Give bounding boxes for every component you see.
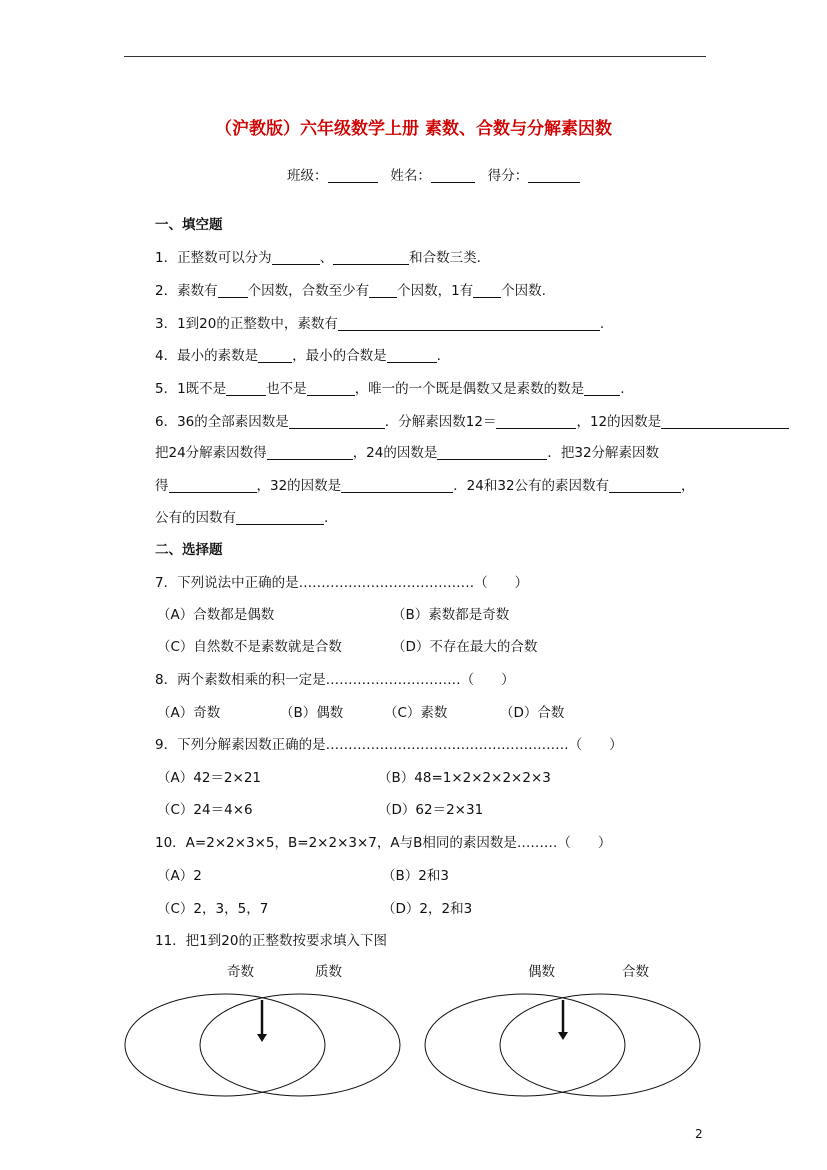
class-label: 班级：	[287, 168, 328, 184]
question-10-stem: 10．A=2×2×3×5，B=2×2×3×7，A与B相同的素因数是………（ ）	[155, 835, 612, 851]
q6-text-j: ，	[681, 478, 695, 494]
q1-text-a: 1．正整数可以分为	[155, 250, 272, 266]
q7-option-d[interactable]: （D）不存在最大的合数	[392, 639, 538, 655]
venn1-left-label: 奇数	[227, 964, 254, 980]
q8-option-c[interactable]: （C）素数	[384, 705, 448, 721]
q9-option-a[interactable]: （A）42＝2×21	[157, 770, 261, 786]
venn1-right-label: 质数	[315, 964, 342, 980]
page-number: 2	[695, 1127, 703, 1141]
q6-text-d: 把24分解素因数得	[155, 445, 267, 461]
q6-text-k: 公有的因数有	[155, 510, 236, 526]
score-label: 得分：	[487, 168, 529, 184]
q9-option-d[interactable]: （D）62＝2×31	[378, 802, 484, 818]
name-label: 姓名：	[390, 168, 431, 184]
venn2-right-ellipse	[500, 994, 700, 1096]
q10-option-d[interactable]: （D）2，2和3	[382, 901, 473, 917]
q5-text-d: .	[620, 381, 625, 397]
q6-text-c: ，12的因数是	[576, 414, 662, 430]
q10-option-c[interactable]: （C）2，3，5，7	[157, 901, 269, 917]
q5-text-a: 5．1既不是	[155, 381, 227, 397]
q8-option-d[interactable]: （D）合数	[500, 705, 565, 721]
venn-diagram-2	[425, 994, 700, 1096]
venn1-arrowhead	[257, 1034, 267, 1042]
q6-text-g: 得	[155, 478, 169, 494]
q9-option-b[interactable]: （B）48=1×2×2×2×2×3	[378, 770, 551, 786]
section-fill-in: 一、填空题	[155, 217, 223, 233]
document-title: （沪教版）六年级数学上册 素数、合数与分解素因数	[215, 119, 612, 139]
q6-text-h: ，32的因数是	[256, 478, 342, 494]
q4-text-b: ，最小的合数是	[292, 348, 387, 364]
q10-option-b[interactable]: （B）2和3	[382, 868, 449, 884]
q7-option-b[interactable]: （B）素数都是奇数	[392, 607, 510, 623]
q9-option-c[interactable]: （C）24＝4×6	[157, 802, 253, 818]
q6-text-e: ，24的因数是	[352, 445, 438, 461]
q2-text-d: 个因数.	[501, 283, 546, 299]
venn1-right-ellipse	[200, 994, 400, 1096]
venn2-right-label: 合数	[622, 964, 649, 980]
question-11-stem: 11．把1到20的正整数按要求填入下图	[155, 933, 387, 949]
q5-text-b: 也不是	[266, 381, 307, 397]
q1-text-c: 和合数三类.	[409, 250, 481, 266]
question-7-stem: 7．下列说法中正确的是…………………………………（ ）	[155, 575, 529, 591]
q4-text-c: .	[436, 348, 441, 364]
q6-text-b: ．分解素因数12＝	[384, 414, 497, 430]
q3-text-b: .	[599, 316, 605, 332]
venn-diagram-1	[125, 994, 400, 1096]
q4-text-a: 4．最小的素数是	[155, 348, 259, 364]
venn2-left-ellipse	[425, 994, 625, 1096]
q8-option-a[interactable]: （A）奇数	[157, 705, 221, 721]
q10-option-a[interactable]: （A）2	[157, 868, 202, 884]
venn1-left-ellipse	[125, 994, 325, 1096]
venn2-left-label: 偶数	[528, 964, 555, 980]
question-9-stem: 9．下列分解素因数正确的是………………………………………………（ ）	[155, 737, 623, 753]
q3-text-a: 3．1到20的正整数中，素数有	[155, 316, 338, 332]
q2-text-a: 2．素数有	[155, 283, 218, 299]
q2-text-c: 个因数，1有	[397, 283, 474, 299]
q6-text-i: ．24和32公有的素因数有	[453, 478, 610, 494]
q6-text-f: ．把32分解素因数	[547, 445, 660, 461]
question-8-stem: 8．两个素数相乘的积一定是…………………………（ ）	[155, 672, 515, 688]
q7-option-c[interactable]: （C）自然数不是素数就是合数	[157, 639, 342, 655]
q6-text-l: .	[324, 510, 329, 526]
q5-text-c: ，唯一的一个既是偶数又是素数的数是	[354, 381, 585, 397]
q6-text-a: 6．36的全部素因数是	[155, 414, 289, 430]
q2-text-b: 个因数，合数至少有	[247, 283, 370, 299]
q8-option-b[interactable]: （B）偶数	[280, 705, 344, 721]
venn2-arrowhead	[558, 1032, 568, 1040]
section-multiple-choice: 二、选择题	[155, 542, 223, 558]
q1-text-b: 、	[319, 250, 334, 266]
q7-option-a[interactable]: （A）合数都是偶数	[157, 607, 275, 623]
